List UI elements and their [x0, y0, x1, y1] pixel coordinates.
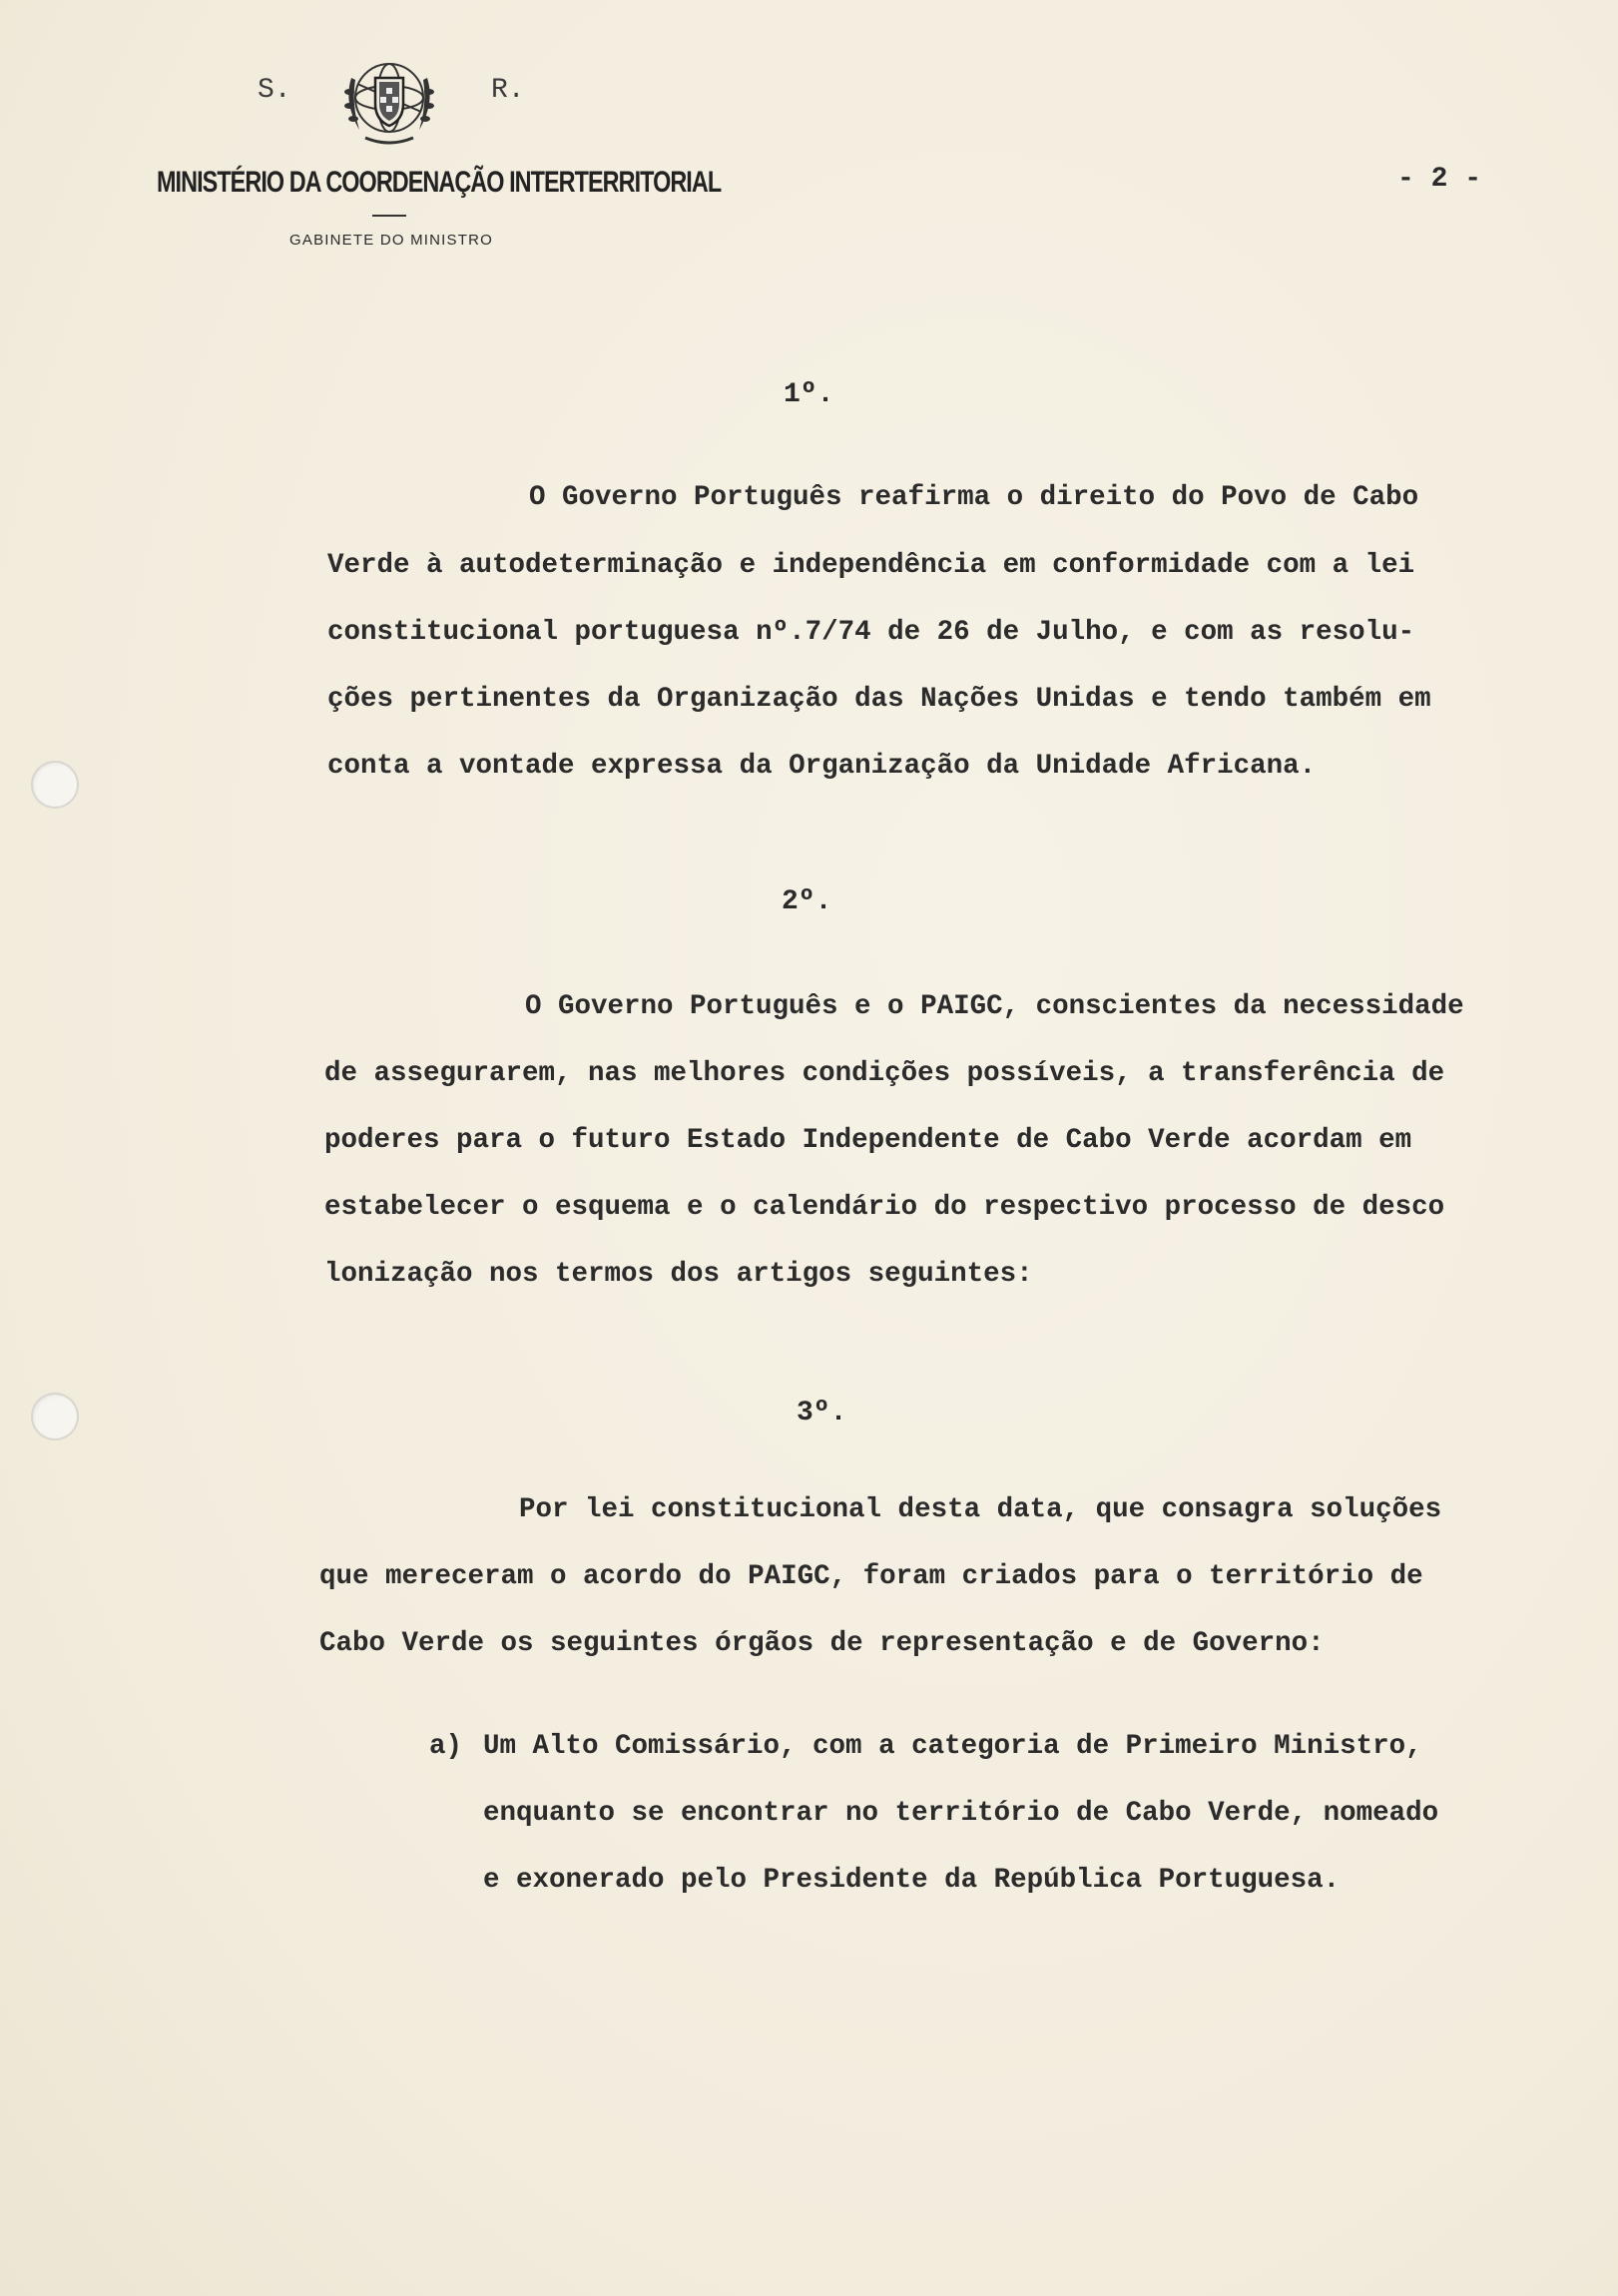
- paragraph-line: constitucional portuguesa nº.7/74 de 26 de Julho, e com as resolu-: [327, 617, 1415, 648]
- letterhead-divider: [372, 215, 406, 217]
- list-item-line: Um Alto Comissário, com a categoria de Primeiro Ministro,: [483, 1731, 1422, 1762]
- ministry-name: MINISTÉRIO DA COORDENAÇÃO INTERTERRITORIAL: [157, 166, 722, 199]
- coat-of-arms-icon: [329, 48, 449, 148]
- paragraph-line: lonização nos termos dos artigos seguintes:: [324, 1259, 1033, 1290]
- list-item-line: e exonerado pelo Presidente da República Portuguesa.: [483, 1865, 1341, 1896]
- paragraph-line: O Governo Português e o PAIGC, conscientes da necessidade: [525, 991, 1464, 1022]
- paragraph-line: Por lei constitucional desta data, que consagra soluções: [519, 1494, 1442, 1525]
- punch-hole: [31, 1393, 79, 1440]
- section-heading: 2º.: [782, 886, 832, 917]
- punch-hole: [31, 761, 79, 809]
- paragraph-line: de assegurarem, nas melhores condições possíveis, a transferência de: [324, 1058, 1445, 1089]
- paragraph-line: poderes para o futuro Estado Independente de Cabo Verde acordam em: [324, 1125, 1412, 1156]
- paragraph-line: O Governo Português reafirma o direito do Povo de Cabo: [529, 482, 1419, 513]
- paragraph-line: Verde à autodeterminação e independência em conformidade com a lei: [327, 550, 1415, 581]
- paragraph-line: que mereceram o acordo do PAIGC, foram criados para o território de: [319, 1561, 1423, 1592]
- list-item-line: enquanto se encontrar no território de Cabo Verde, nomeado: [483, 1798, 1439, 1829]
- section-heading: 1º.: [784, 379, 834, 410]
- page-number: - 2 -: [1397, 164, 1482, 195]
- letterhead-left-letter: S.: [258, 75, 291, 106]
- paragraph-line: conta a vontade expressa da Organização da Unidade Africana.: [327, 751, 1317, 782]
- letterhead-right-letter: R.: [491, 75, 525, 106]
- paragraph-line: Cabo Verde os seguintes órgãos de representação e de Governo:: [319, 1628, 1325, 1659]
- paragraph-line: ções pertinentes da Organização das Nações Unidas e tendo também em: [327, 684, 1431, 715]
- list-item-marker: a): [429, 1731, 463, 1762]
- cabinet-name: GABINETE DO MINISTRO: [289, 232, 494, 249]
- paragraph-line: estabelecer o esquema e o calendário do respectivo processo de desco: [324, 1192, 1445, 1223]
- section-heading: 3º.: [797, 1398, 847, 1429]
